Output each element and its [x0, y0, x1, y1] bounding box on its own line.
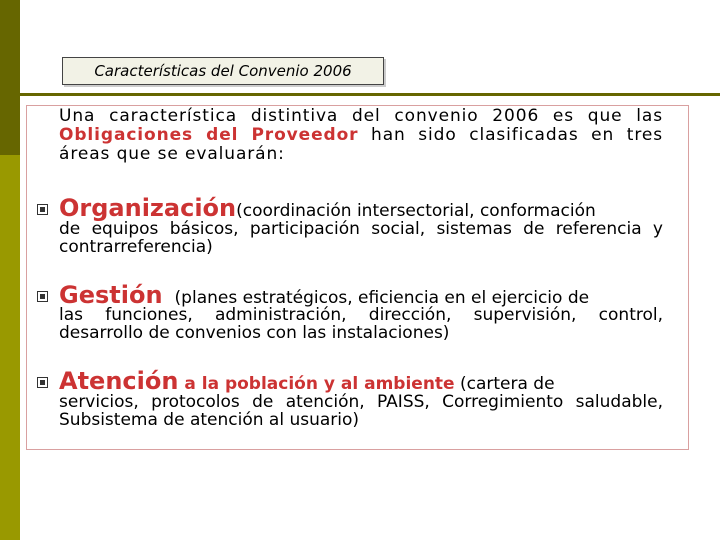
item-rest-text: (coordinación intersectorial, conformación	[236, 201, 596, 221]
intro-text-start: Una característica distintiva del convenio 2006 es que las	[59, 106, 663, 126]
item-heading-organizacion	[59, 194, 596, 222]
slide-title-box	[62, 57, 384, 85]
item-title: Atención	[59, 367, 179, 395]
intro-paragraph	[59, 107, 663, 164]
left-accent-bar-light	[0, 155, 20, 540]
bullet-icon	[37, 291, 48, 302]
bullet-icon	[37, 377, 48, 388]
bullet-icon	[37, 204, 48, 215]
item-heading-atencion	[59, 367, 555, 395]
item-body-gestion: las funciones, administración, dirección, supervisión, control, desarrollo de convenios con las instalaciones)	[59, 305, 663, 343]
left-accent-bar-dark	[0, 0, 20, 155]
item-title-extra: a la población y al ambiente	[178, 374, 455, 394]
intro-text-end: han sido clasificadas en tres áreas que se evaluarán:	[59, 125, 663, 164]
item-title: Organización	[59, 194, 237, 222]
item-body-organizacion: de equipos básicos, participación social, sistemas de referencia y contrarreferencia)	[59, 219, 663, 257]
item-title: Gestión	[59, 281, 163, 309]
top-divider-line	[20, 93, 720, 96]
item-body-atencion: servicios, protocolos de atención, PAISS, Corregimiento saludable, Subsistema de atención al usuario)	[59, 392, 663, 430]
intro-highlight: Obligaciones del Proveedor	[59, 125, 359, 145]
item-rest-text: (cartera de	[454, 374, 555, 394]
slide-title: Características del Convenio 2006	[94, 62, 352, 80]
item-rest-text: (planes estratégicos, eficiencia en el ejercicio de	[174, 288, 590, 308]
